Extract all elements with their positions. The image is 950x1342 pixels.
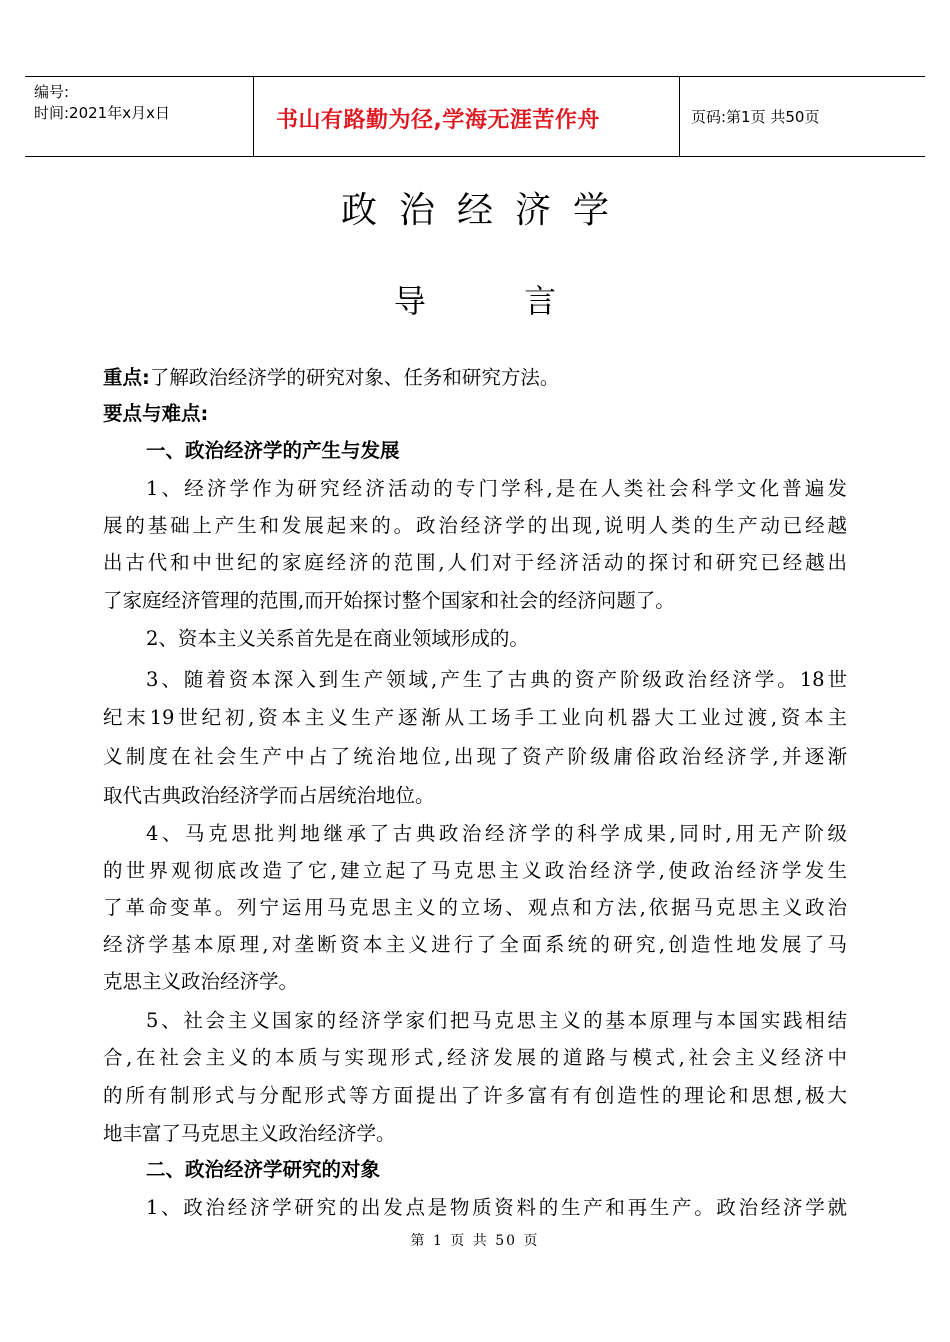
- key-point-text: 了解政治经济学的研究对象、任务和研究方法。: [149, 366, 560, 389]
- paragraph-line: 的所有制形式与分配形式等方面提出了许多富有有创造性的理论和思想,极大: [103, 1084, 847, 1107]
- paragraph-line: 1、政治经济学研究的出发点是物质资料的生产和再生产。政治经济学就: [146, 1196, 847, 1219]
- paragraph-line: 1、经济学作为研究经济活动的专门学科,是在人类社会科学文化普遍发: [146, 477, 847, 500]
- motto-text: 书山有路勤为径,学海无涯苦作舟: [276, 108, 600, 133]
- number-label: 编号:: [34, 83, 70, 101]
- document-title: 政治经济学: [340, 190, 631, 231]
- paragraph-line: 克思主义政治经济学。: [103, 970, 299, 993]
- paragraph-line: 5、社会主义国家的经济学家们把马克思主义的基本原理与本国实践相结: [146, 1009, 847, 1032]
- paragraph-line: 合,在社会主义的本质与实现形式,经济发展的道路与模式,社会主义经济中: [103, 1046, 847, 1069]
- section-1-heading: 一、政治经济学的产生与发展: [146, 439, 400, 462]
- document-subtitle: 导 言: [393, 282, 601, 320]
- header-motto-cell: [254, 77, 680, 156]
- paragraph-line: 2、资本主义关系首先是在商业领域形成的。: [146, 627, 529, 650]
- paragraph-line: 地丰富了马克思主义政治经济学。: [103, 1122, 396, 1145]
- header-left-cell: [25, 77, 254, 156]
- page-footer: 第 1 页 共 50 页: [410, 1233, 540, 1249]
- paragraph-line: 4、马克思批判地继承了古典政治经济学的科学成果,同时,用无产阶级: [146, 822, 847, 845]
- key-point-line: [103, 366, 559, 390]
- paragraph-line: 经济学基本原理,对垄断资本主义进行了全面系统的研究,创造性地发展了马: [103, 933, 847, 956]
- document-header-table: [25, 76, 925, 157]
- key-point-label: 重点:: [103, 366, 150, 389]
- paragraph-line: 出古代和中世纪的家庭经济的范围,人们对于经济活动的探讨和研究已经越出: [103, 551, 847, 574]
- header-page-cell: [680, 77, 925, 156]
- paragraph-line: 取代古典政治经济学而占居统治地位。: [103, 784, 435, 807]
- paragraph-line: 了家庭经济管理的范围,而开始探讨整个国家和社会的经济问题了。: [103, 589, 675, 612]
- paragraph-line: 展的基础上产生和发展起来的。政治经济学的出现,说明人类的生产动已经越: [103, 514, 847, 537]
- paragraph-line: 的世界观彻底改造了它,建立起了马克思主义政治经济学,使政治经济学发生: [103, 859, 847, 882]
- paragraph-line: 义制度在社会生产中占了统治地位,出现了资产阶级庸俗政治经济学,并逐渐: [103, 745, 847, 768]
- page-count-label: 页码:第1页 共50页: [691, 108, 820, 126]
- paragraph-line: 了革命变革。列宁运用马克思主义的立场、观点和方法,依据马克思主义政治: [103, 896, 847, 919]
- time-label: 时间:2021年x月x日: [34, 104, 170, 122]
- section-2-heading: 二、政治经济学研究的对象: [146, 1158, 381, 1181]
- points-difficulties-label: 要点与难点:: [103, 402, 209, 425]
- paragraph-line: 纪末19世纪初,资本主义生产逐渐从工场手工业向机器大工业过渡,资本主: [103, 706, 847, 729]
- paragraph-line: 3、随着资本深入到生产领域,产生了古典的资产阶级政治经济学。18世: [146, 668, 847, 691]
